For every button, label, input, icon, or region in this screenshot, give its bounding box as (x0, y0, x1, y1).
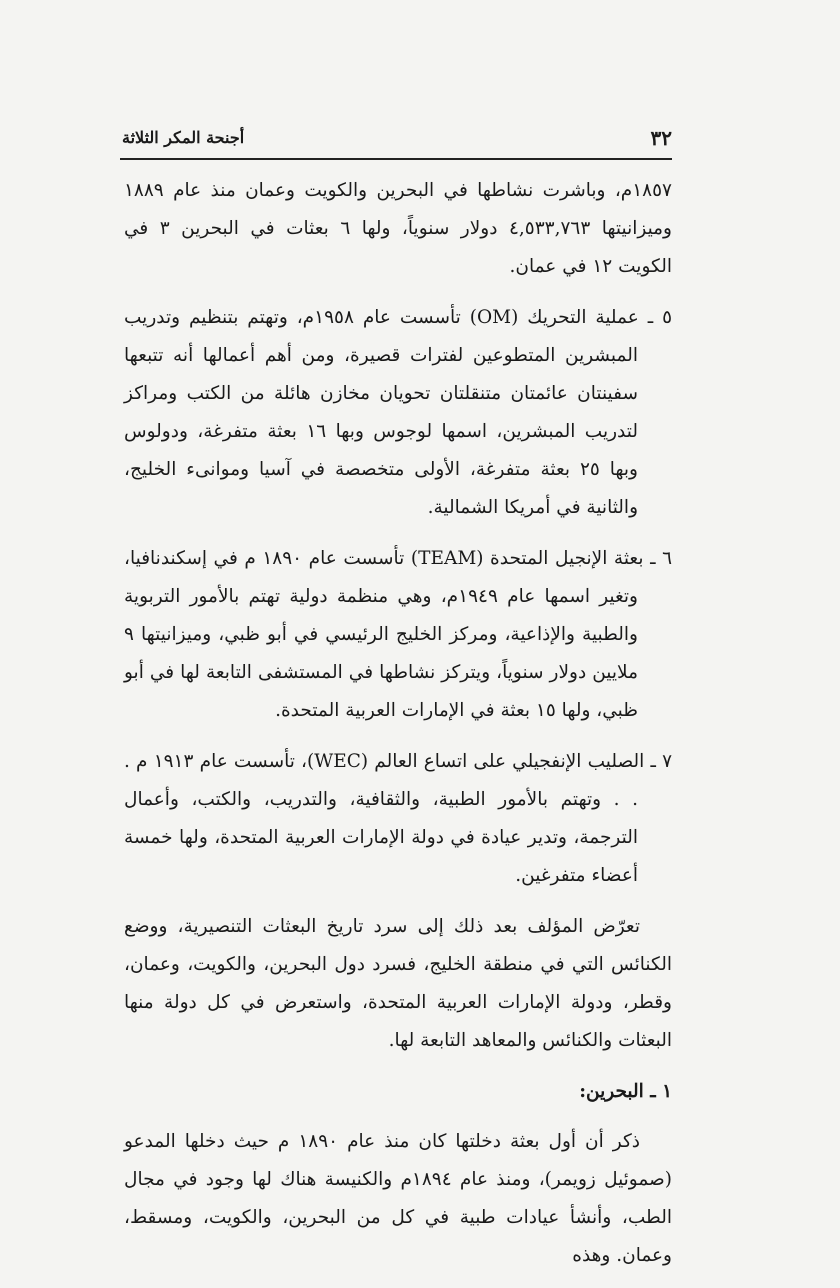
page-number: ٣٢ (650, 126, 672, 150)
running-title: أجنحة المكر الثلاثة (122, 128, 245, 147)
list-item-6: ٦ ـ بعثة الإنجيل المتحدة (TEAM) تأسست عام ١٨٩٠ م في إسكندنافيا، وتغير اسمها عام ١٩٤٩م، وهي منظمة دولية تهتم بالأمور التربوية والطبية والإذاعية، ومركز الخليج الرئيسي في أبو ظبي، وميزانيتها ٩ ملايين دولار سنوياً، ويتركز نشاطها في المستشفى التابعة لها في أبو ظبي، ولها ١٥ بعثة في الإمارات العربية المتحدة. (124, 548, 672, 721)
header-rule (120, 158, 672, 160)
page-body (124, 172, 672, 1288)
section-heading-bahrain: ١ ـ البحرين: (579, 1081, 672, 1102)
list-item-5: ٥ ـ عملية التحريك (OM) تأسست عام ١٩٥٨م، وتهتم بتنظيم وتدريب المبشرين المتطوعين لفترات قصيرة، ومن أهم أعمالها أنه تتبعها سفينتان عائمتان متنقلتان تحويان مخازن هائلة من الكتب ومراكز لتدريب المبشرين، اسمها لوجوس وبها ١٦ بعثة متفرغة، ودولوس وبها ٢٥ بعثة متفرغة، الأولى متخصصة في آسيا وموانىء الخليج، والثانية في أمريكا الشمالية. (124, 307, 672, 518)
bahrain-paragraph: ذكر أن أول بعثة دخلتها كان منذ عام ١٨٩٠ م حيث دخلها المدعو (صموئيل زويمر)، ومنذ عام ١٨٩٤م والكنيسة هناك لها وجود في مجال الطب، وأنشأ عيادات طبية في كل من البحرين، والكويت، ومسقط، وعمان. وهذه (124, 1131, 672, 1266)
page-header (120, 126, 672, 156)
summary-paragraph: تعرّض المؤلف بعد ذلك إلى سرد تاريخ البعثات التنصيرية، ووضع الكنائس التي في منطقة الخليج، فسرد دول البحرين، والكويت، وعمان، وقطر، ودولة الإمارات العربية المتحدة، واستعرض في كل دولة منها البعثات والكنائس والمعاهد التابعة لها. (124, 916, 672, 1051)
list-item-7: ٧ ـ الصليب الإنفجيلي على اتساع العالم (WEC)، تأسست عام ١٩١٣ م . . . وتهتم بالأمور الطبية، والثقافية، والتدريب، والكتب، وأعمال الترجمة، وتدير عيادة في دولة الإمارات العربية المتحدة، ولها خمسة أعضاء متفرغين. (124, 751, 672, 886)
continued-paragraph: ١٨٥٧م، وباشرت نشاطها في البحرين والكويت وعمان منذ عام ١٨٨٩ وميزانيتها ٤,٥٣٣,٧٦٣ دولار سنوياً، ولها ٦ بعثات في البحرين ٣ في الكويت ١٢ في عمان. (124, 180, 672, 277)
